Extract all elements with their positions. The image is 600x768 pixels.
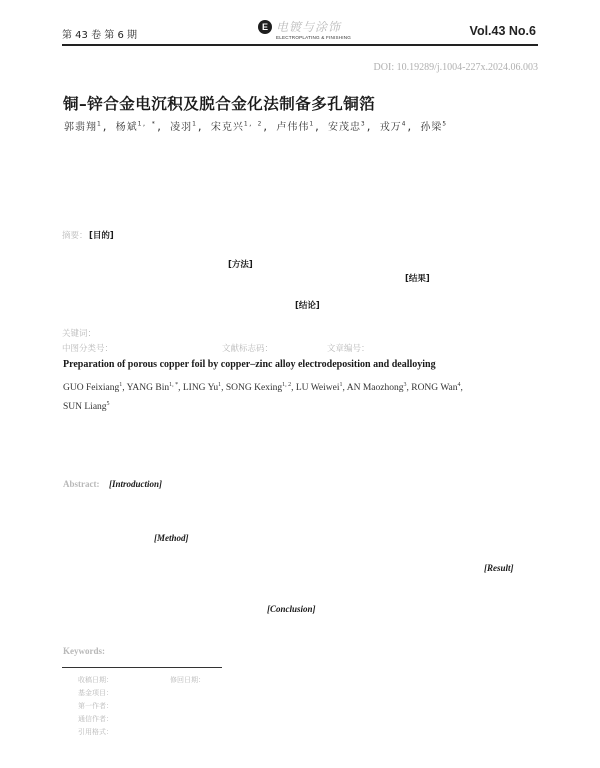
author-cn-affil: 5 [442, 120, 447, 128]
author-cn-affil: 1, 2 [243, 120, 263, 128]
author-en: LING Yu [182, 383, 219, 394]
journal-logo-en: ELECTROPLATING & FINISHING [276, 35, 352, 40]
author-cn: 孙梁 [420, 122, 443, 133]
journal-logo-cn: 电镀与涂饰 [276, 20, 342, 34]
abstract-en-result: [Result] [484, 563, 514, 573]
abstract-cn-introduction: [目的] [89, 231, 114, 241]
footnote-received: 收稿日期： [78, 676, 113, 684]
author-cn: 戎万 [379, 122, 402, 133]
author-en-affil: 1 [119, 382, 123, 388]
abstract-en-method: [Method] [154, 533, 189, 543]
author-cn-affil: 1, * [137, 120, 157, 128]
abstract-cn-label: 摘要： [62, 231, 88, 241]
author-en: YANG Bin [126, 383, 170, 394]
author-en: LU Weiwei [295, 383, 340, 394]
abstract-en-label: Abstract: [63, 479, 100, 489]
footnote-citation: 引用格式： [78, 728, 113, 736]
author-cn: 杨斌 [115, 122, 138, 133]
title-cn: 铜–锌合金电沉积及脱合金化法制备多孔铜箔 [63, 95, 376, 113]
author-en: SUN Liang [63, 402, 107, 413]
author-cn-affil: 1 [192, 120, 197, 128]
clc-label: 中图分类号： [62, 344, 114, 354]
author-en-affil: 4 [457, 382, 461, 388]
author-cn: 郭翡翔 [64, 122, 97, 133]
author-cn-affil: 3 [361, 120, 366, 128]
doc-code-label: 文献标志码： [222, 344, 274, 354]
footnote-revised: 修回日期： [170, 676, 205, 684]
abstract-cn-result: [结果] [405, 274, 430, 284]
author-en: GUO Feixiang [63, 383, 120, 394]
keywords-cn-label: 关键词： [62, 329, 97, 339]
header-rule [62, 44, 538, 46]
footnote-rule [62, 667, 222, 668]
title-en: Preparation of porous copper foil by copper–zinc alloy electrodeposition and dealloying [63, 359, 436, 370]
authors-cn: 郭翡翔$^1$, 杨斌$^{1, *}$, 凌羽$^1$, 宋克兴$^{1, 2}$, 卢伟伟$^1$, 安茂忠$^3$, 戎万$^4$, 孙梁$^5$ [64, 120, 447, 133]
author-en-affil: 5 [106, 401, 110, 408]
keywords-en-label: Keywords: [63, 646, 105, 656]
author-cn-affil: 4 [401, 120, 407, 128]
author-en: SONG Kexing [225, 383, 283, 394]
abstract-cn-conclusion: [结论] [295, 301, 320, 311]
author-en-affil: 1 [339, 382, 343, 388]
author-en-affil: 3 [403, 382, 407, 388]
author-en-affil: 1, * [169, 382, 179, 388]
issue-info-cn: 第 43 卷 第 6 期 [62, 30, 137, 41]
footnote-first-author: 第一作者： [78, 702, 113, 710]
abstract-en-conclusion: [Conclusion] [267, 604, 316, 614]
article-id-label: 文章编号： [327, 344, 370, 354]
author-cn: 安茂忠 [328, 122, 362, 133]
author-en: AN Maozhong [346, 383, 404, 394]
volume-issue-en: Vol.43 No.6 [469, 24, 536, 38]
author-cn: 卢伟伟 [276, 122, 310, 133]
journal-logo-mark: E [258, 20, 272, 34]
authors-en: GUO Feixiang$^1$, YANG Bin$^{1, *}$, LING Yu$^1$, SONG Kexing$^{1, 2}$, LU Weiwei$^1$, AN Maozhong$^3$, RONG Wan$^4$, SUN Liang$^5$ [63, 382, 463, 413]
doi[interactable]: DOI: 10.19289/j.1004-227x.2024.06.003 [373, 62, 538, 73]
abstract-cn-method: [方法] [228, 260, 253, 270]
author-cn-affil: 1 [309, 120, 314, 128]
author-en-affil: 1 [218, 382, 222, 388]
author-en: RONG Wan [411, 383, 458, 394]
footnote-corresponding: 通信作者： [78, 715, 113, 723]
footnote-fund: 基金项目： [78, 689, 113, 697]
abstract-en-introduction: [Introduction] [109, 479, 163, 489]
author-cn: 凌羽 [170, 122, 193, 133]
author-cn-affil: 1 [97, 120, 102, 128]
author-cn: 宋克兴 [210, 122, 244, 133]
author-en-affil: 1, 2 [282, 382, 292, 388]
journal-logo [258, 18, 378, 44]
